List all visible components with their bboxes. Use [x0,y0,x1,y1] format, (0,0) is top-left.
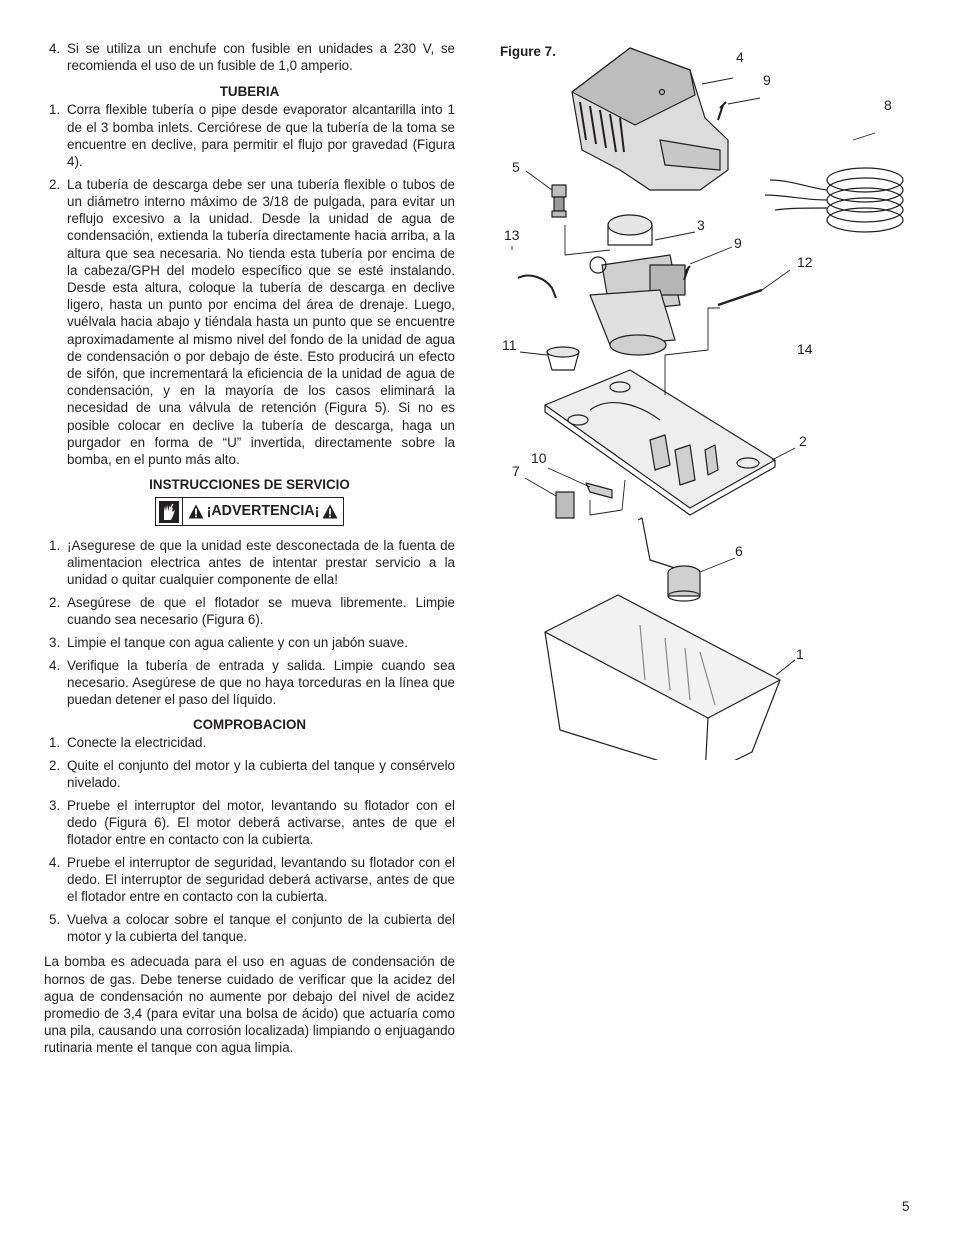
item-text: Vuelva a colocar sobre el tanque el conjunto de la cubierta del motor y la cubierta del tanque. [67,912,455,945]
item-text: Limpie el tanque con agua caliente y con un jabón suave. [67,634,408,650]
item-number: 2. [49,176,61,192]
tuberia-list [44,101,455,468]
list-item [44,101,455,170]
callout-label: 3 [697,217,705,233]
comprobacion-list [44,734,455,945]
item-text: ¡Asegurese de que la unidad este desconectada de la fuenta de alimentacion electrica antes de intentar prestar servicio a la unidad o quitar cualquier componente de ella! [67,537,455,588]
closing-paragraph: La bomba es adecuada para el uso en aguas de condensación de hornos de gas. Debe tenerse cuidado de verificar que la acidez del agua de condensación no aumente por debajo del nivel de acidez promedio de 3,4 (para evitar una bolsa de ácido) que actuaría como una pila, causando una corrosión localizada) limpiando o enjuagando rutinaria mente el tanque con agua limpia. [44,954,455,1056]
callout-label: 8 [884,97,892,113]
warning-box [155,497,345,526]
item-number: 5. [49,912,61,928]
callout-label: 9 [763,72,771,88]
callout-label: 9 [734,235,742,251]
callout-label: 6 [735,543,743,559]
power-cord-coil [765,168,903,232]
item-number: 4. [49,41,61,56]
inlet-cup-part [547,347,579,370]
list-item [44,176,455,468]
warning-label: ¡ADVERTENCIA¡ [206,503,320,520]
warning-banner [44,497,455,527]
pump-assembly-drawing [490,40,930,760]
item-number: 4. [49,657,61,673]
item-text: Conecte la electricidad. [67,735,207,751]
list-item [44,537,455,589]
callout-label: 2 [799,433,807,449]
tank-part [545,595,780,760]
list-item [44,854,455,906]
item-number: 2. [49,594,61,610]
callout-label: 4 [736,49,744,65]
section-heading-servicio: INSTRUCCIONES DE SERVICIO [149,477,350,493]
item-number: 1. [49,102,61,118]
list-item [44,657,455,709]
exploded-pump-diagram [490,40,930,760]
list-item [44,594,455,628]
callout-label: 11 [502,337,517,353]
list-item [44,634,455,651]
callout-label: 14 [797,341,813,357]
motor-cover-part [572,48,728,190]
item-text: Quite el conjunto del motor y la cubierta del tanque y consérvelo nivelado. [67,757,455,791]
list-item [44,757,455,791]
item-text: La tubería de descarga debe ser una tubería flexible o tubos de un diámetro interno máximo de 3/18 de pulgada, para evitar un reflujo excesivo a la unidad. Desde la unidad de agua de condensación, extienda la tubería directamente hacia arriba, a la altura que sea necesaria. No tienda esta tubería por encima de la cabeza/GPH del modelo específico que se esté instalando. Desde esta altura, coloque la tubería de descarga en declive ligero, hasta un punto por encima del área de drenaje. Luego, vuélvala hacia abajo y tiéndala hasta un punto que se encuentre aproximadamente al mismo nivel del fondo de la unidad de agua de condensación o por debajo de éste. Esto producirá un efecto de sifón, que incrementará la eficiencia de la unidad de agua de condensación, y en la mayoría de los casos eliminará la necesidad de una válvula de retención (Figura 5). Si no es posible colocar en declive la tubería de descarga, haga un purgador en forma de “U” invertida, directamente sobre la bomba, en el punto más alto. [67,176,455,467]
switch-part [556,492,574,518]
item-number: 3. [49,634,61,650]
warning-triangle-icon [322,504,338,519]
outlet-fitting-part [552,185,566,217]
hand-hazard-icon [156,498,183,525]
item-text: Pruebe el interruptor del motor, levantando su flotador con el dedo (Figura 6). El motor deberá activarse, antes de que el flotador entre en contacto con la cubierta. [67,797,455,848]
callout-label: 7 [512,463,520,479]
hand-icon [159,501,179,523]
callout-label: 1 [796,646,804,662]
list-item [44,734,455,751]
item-text: Si se utiliza un enchufe con fusible en unidades a 230 V, se recomienda el uso de un fusible de 1,0 amperio. [67,41,455,74]
list-item [44,911,455,945]
page-number: 5 [902,1199,910,1214]
figure-title: Figure 7. [500,44,556,59]
item-text: Verifique la tubería de entrada y salida. Limpie cuando sea necesario. Asegúrese de que no haya torceduras en la línea que puedan detener el paso del líquido. [67,657,455,707]
item-number: 1. [49,735,61,751]
section-heading-tuberia: TUBERIA [219,84,280,100]
warning-text-group [183,498,344,525]
text-column [44,40,455,1057]
motor-pump-part [590,215,685,355]
callout-label: 12 [797,254,813,270]
item-number: 3. [49,797,61,813]
section-heading-comprobacion: COMPROBACION [192,717,307,733]
clip-part [518,276,556,298]
item-text: Pruebe el interruptor de seguridad, levantando su flotador con el dedo. El interruptor de seguridad deberá activarse, antes de que el flotador entre en contacto con la cubierta. [67,854,455,905]
item-number: 2. [49,757,61,773]
pin-part [718,290,762,305]
tank-cover-part [545,370,775,515]
intro-list [44,40,455,74]
bracket-part [586,483,612,498]
warning-triangle-icon [188,504,204,519]
callout-label: 10 [531,450,547,466]
servicio-list [44,537,455,708]
item-text: Asegúrese de que el flotador se mueva libremente. Limpie cuando sea necesario (Figura 6). [67,594,455,628]
callout-label: 5 [512,159,520,175]
screw-part [718,102,726,120]
item-number: 4. [49,854,61,870]
callout-label: 13 [504,227,520,243]
list-item [44,40,455,74]
list-item [44,797,455,849]
item-text: Corra flexible tubería o pipe desde evaporator alcantarilla into 1 de el 3 bomba inlets. Cerciórese de que la tubería de la toma se encuentre en declive, para permitir el flujo por gravedad (Figura 4). [67,102,455,170]
float-part [638,518,700,601]
item-number: 1. [49,537,61,553]
